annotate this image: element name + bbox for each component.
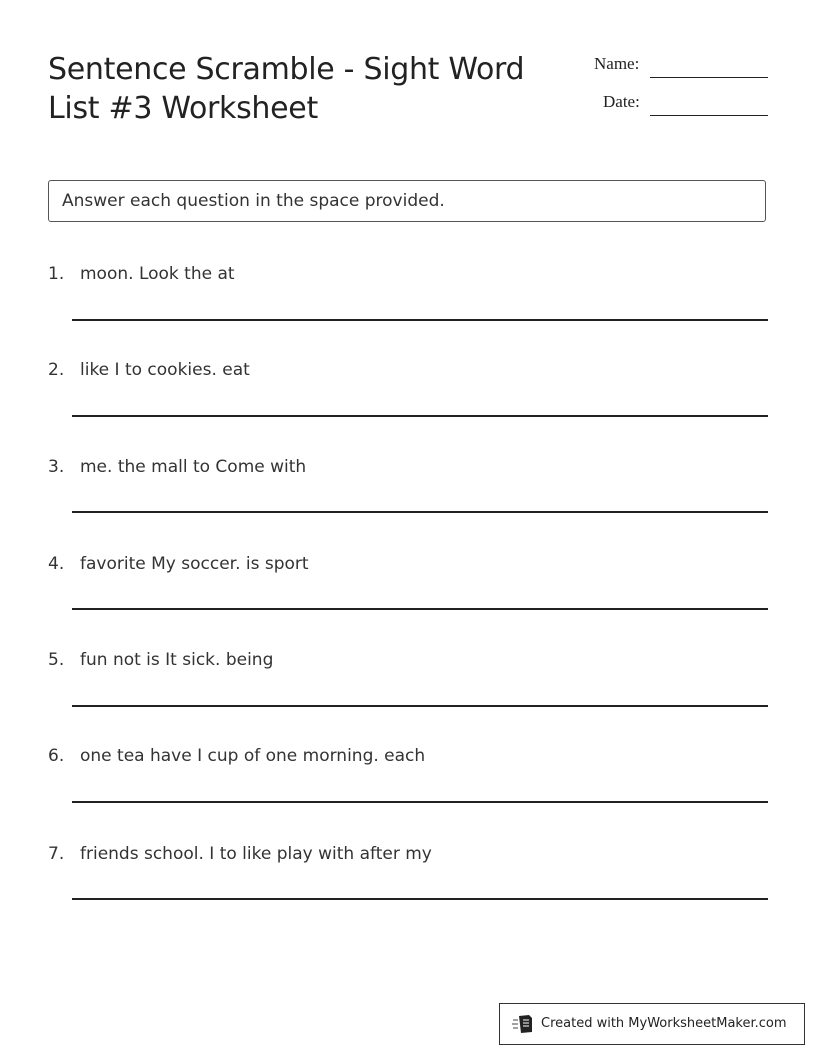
date-field-line[interactable]: [650, 115, 768, 116]
answer-line[interactable]: [72, 415, 768, 417]
question-number: 3.: [48, 457, 65, 477]
answer-line[interactable]: [72, 608, 768, 610]
answer-line[interactable]: [72, 511, 768, 513]
question-number: 7.: [48, 844, 65, 864]
question-text: me. the mall to Come with: [80, 457, 307, 477]
question-number: 4.: [48, 554, 65, 574]
footer-text: Created with MyWorksheetMaker.com: [541, 1016, 787, 1031]
question-text: one tea have I cup of one morning. each: [80, 746, 426, 766]
footer-credit[interactable]: [499, 1003, 805, 1045]
answer-line[interactable]: [72, 705, 768, 707]
question-text: favorite My soccer. is sport: [80, 554, 309, 574]
question-text: fun not is It sick. being: [80, 650, 274, 670]
instructions-box: [48, 180, 766, 222]
question-text: friends school. I to like play with after my: [80, 844, 432, 864]
question-text: like I to cookies. eat: [80, 360, 250, 380]
worksheet-logo-icon: [512, 1014, 534, 1034]
name-field-line[interactable]: [650, 77, 768, 78]
page-title: Sentence Scramble - Sight Word List #3 Worksheet: [48, 52, 525, 126]
question-text: moon. Look the at: [80, 264, 235, 284]
name-label: Name:: [594, 54, 640, 73]
instructions-text: Answer each question in the space provided.: [62, 191, 445, 211]
answer-line[interactable]: [72, 801, 768, 803]
answer-line[interactable]: [72, 319, 768, 321]
question-number: 2.: [48, 360, 65, 380]
date-label: Date:: [603, 92, 640, 111]
question-number: 5.: [48, 650, 65, 670]
question-number: 6.: [48, 746, 65, 766]
answer-line[interactable]: [72, 898, 768, 900]
question-number: 1.: [48, 264, 65, 284]
